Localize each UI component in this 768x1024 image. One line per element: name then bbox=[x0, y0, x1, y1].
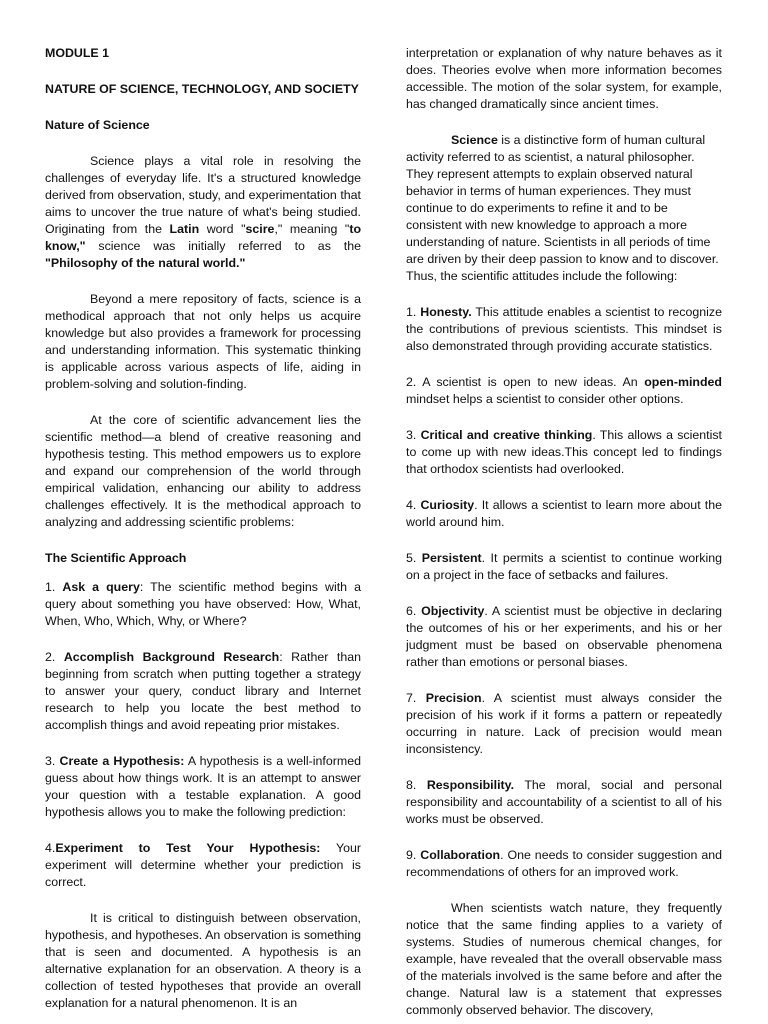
attitude-open-minded: 2. A scientist is open to new ideas. An open-minded mindset helps a scientist to consider other options. bbox=[406, 375, 722, 406]
attitude-objectivity: 6. Objectivity. A scientist must be objective in declaring the outcomes of his or her experiments, and his or her judgment must be based on observable phenomena rather than emotions or personal biases. bbox=[406, 604, 722, 669]
list-item-experiment: 4.Experiment to Test Your Hypothesis: Your experiment will determine whether your prediction is correct. bbox=[45, 841, 361, 889]
paragraph-science-role: Science plays a vital role in resolving the challenges of everyday life. It's a structured knowledge derived from observation, study, and experimentation that aims to uncover the true nature of what's being studied. Originating from the Latin word "scire," meaning "to know," science was initially referred to as the "Philosophy of the natural world." bbox=[45, 154, 362, 270]
list-item-hypothesis: 3. Create a Hypothesis: A hypothesis is a well-informed guess about how things work. It is an attempt to answer your question with a testable explanation. A good hypothesis allows you to make the following prediction: bbox=[45, 754, 361, 819]
attitude-collaboration: 9. Collaboration. One needs to consider suggestion and recommendations of others for an improved work. bbox=[406, 848, 722, 879]
left-column bbox=[45, 45, 361, 1012]
attitude-persistent: 5. Persistent. It permits a scientist to continue working on a project in the face of setbacks and failures. bbox=[406, 551, 722, 582]
section-heading-scientific-approach: The Scientific Approach bbox=[45, 551, 187, 565]
paragraph-observation-hypothesis: It is critical to distinguish between observation, hypothesis, and hypotheses. An observation is something that is seen and documented. A hypothesis is an alternative explanation for an observation. A theory is a collection of tested hypotheses that provide an overall explanation for a natural phenomenon. It is an bbox=[45, 911, 361, 1010]
list-item-background-research: 2. Accomplish Background Research: Rather than beginning from scratch when putting together a strategy to answer your query, conduct library and Internet research to help you locate the best method to accomplish things and avoid repeating prior mistakes. bbox=[45, 650, 362, 732]
attitude-curiosity: 4. Curiosity. It allows a scientist to learn more about the world around him. bbox=[406, 498, 722, 529]
paragraph-natural-law: When scientists watch nature, they frequently notice that the same finding applies to a variety of systems. Studies of numerous chemical changes, for example, have revealed that the overall observable mass of the materials involved is the same before and after the change. Natural law is a statement that expresses commonly observed behavior. The discovery, bbox=[406, 901, 722, 1017]
paragraph-science-definition: Science is a distinctive form of human cultural activity referred to as scientist, a natural philosopher. They represent attempts to explain observed natural behavior in terms of human experiences. They must continue to do experiments to refine it and to be consistent with new knowledge to approach a more understanding of nature. Scientists in all periods of time are driven by their deep passion to know and to discover. Thus, the scientific attitudes include the following: bbox=[406, 133, 719, 283]
attitude-responsibility: 8. Responsibility. The moral, social and personal responsibility and accountability of a scientist to all of his works must be observed. bbox=[406, 778, 722, 826]
document-title: NATURE OF SCIENCE, TECHNOLOGY, AND SOCIETY bbox=[45, 82, 359, 96]
right-column bbox=[406, 45, 722, 1019]
attitude-critical-thinking: 3. Critical and creative thinking. This allows a scientist to come up with new ideas.This concept led to findings that orthodox scientists had overlooked. bbox=[406, 428, 722, 476]
attitude-precision: 7. Precision. A scientist must always consider the precision of his work if it forms a pattern or repeatedly occurring in nature. Lack of precision would mean inconsistency. bbox=[406, 691, 722, 756]
section-heading-nature-of-science: Nature of Science bbox=[45, 118, 150, 132]
list-item-ask-query: 1. Ask a query: The scientific method begins with a query about something you have observed: How, What, When, Who, Which, Why, or Where? bbox=[45, 580, 361, 628]
paragraph-methodical-approach: Beyond a mere repository of facts, science is a methodical approach that not only helps us acquire knowledge but also provides a framework for processing and understanding information. This systematic thinking is applicable across various aspects of life, aiding in problem-solving and solution-finding. bbox=[45, 292, 361, 391]
attitude-honesty: 1. Honesty. This attitude enables a scientist to recognize the contributions of previous scientists. This mindset is also demonstrated through providing accurate statistics. bbox=[406, 305, 722, 353]
module-label: MODULE 1 bbox=[45, 46, 110, 60]
paragraph-scientific-method: At the core of scientific advancement lies the scientific method—a blend of creative reasoning and hypothesis testing. This method empowers us to explore and expand our comprehension of the world through empirical validation, enhancing our ability to address challenges effectively. It is the methodical approach to analyzing and addressing scientific problems: bbox=[45, 413, 361, 529]
paragraph-theories-evolve: interpretation or explanation of why nature behaves as it does. Theories evolve when more information becomes accessible. The motion of the solar system, for example, has changed dramatically since ancient times. bbox=[406, 46, 722, 111]
